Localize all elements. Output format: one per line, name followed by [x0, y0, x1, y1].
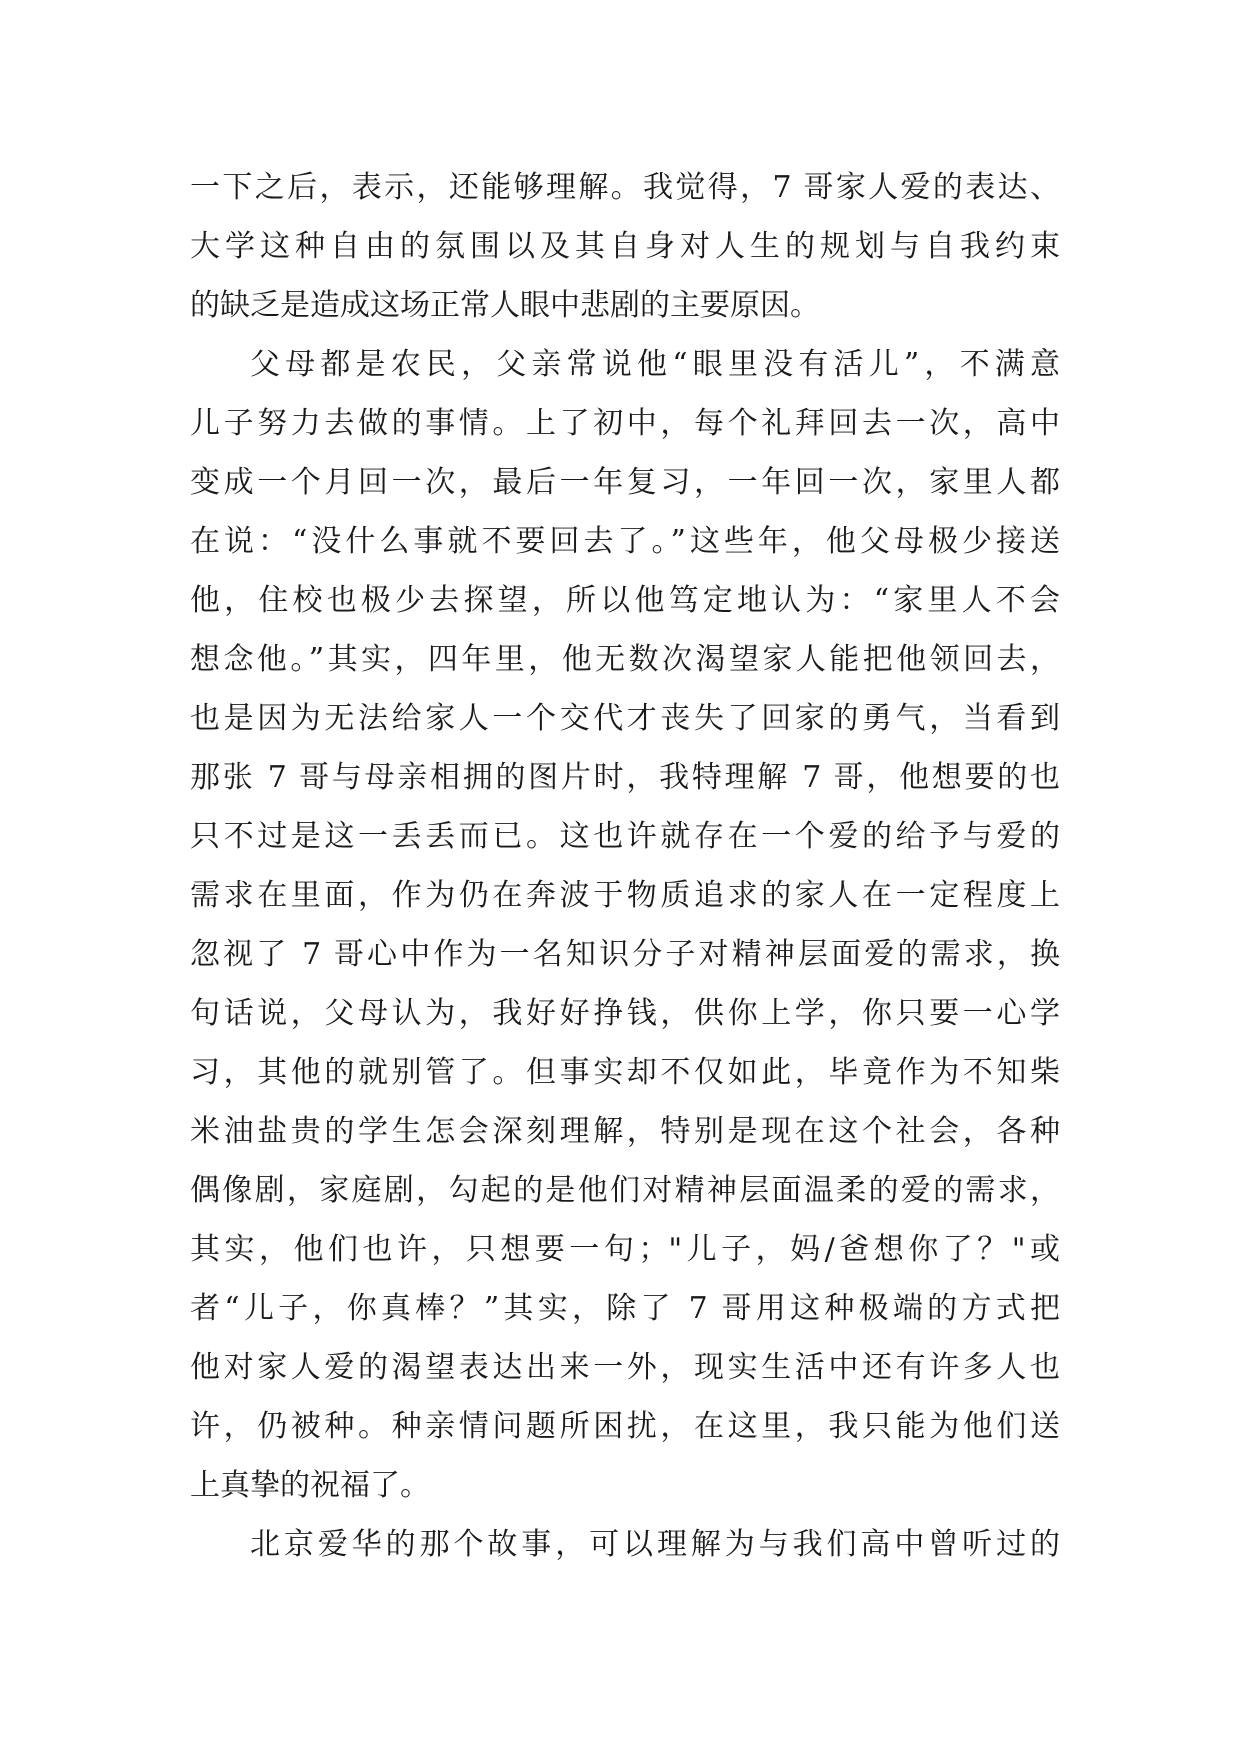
- text-line: 偶像剧，家庭剧，勾起的是他们对精神层面温柔的爱的需求，: [190, 1173, 1060, 1208]
- paragraph: [190, 158, 1060, 335]
- text-line: 那张 7 哥与母亲相拥的图片时，我特理解 7 哥，他想要的也: [190, 760, 1060, 795]
- text-line: 米油盐贵的学生怎会深刻理解，特别是现在这个社会，各种: [190, 1114, 1060, 1149]
- text-line: 他，住校也极少去探望，所以他笃定地认为：“家里人不会: [190, 583, 1060, 618]
- text-line: 句话说，父母认为，我好好挣钱，供你上学，你只要一心学: [190, 996, 1060, 1031]
- text-line: 儿子努力去做的事情。上了初中，每个礼拜回去一次，高中: [190, 406, 1060, 441]
- paragraph: [190, 1515, 1060, 1574]
- body-text: [190, 158, 1060, 1574]
- text-line: 只不过是这一丢丢而已。这也许就存在一个爱的给予与爱的: [190, 819, 1060, 854]
- text-line: 大学这种自由的氛围以及其自身对人生的规划与自我约束: [190, 229, 1060, 264]
- text-line: 需求在里面，作为仍在奔波于物质追求的家人在一定程度上: [190, 878, 1060, 913]
- text-line: 在说：“没什么事就不要回去了。”这些年，他父母极少接送: [190, 524, 1060, 559]
- text-line: 父母都是农民，父亲常说他“眼里没有活儿”，不满意: [250, 347, 1060, 382]
- text-line: 变成一个月回一次，最后一年复习，一年回一次，家里人都: [190, 465, 1060, 500]
- paragraph: [190, 335, 1060, 1515]
- text-line: 上真挚的祝福了。: [190, 1468, 430, 1503]
- text-line: 想念他。”其实，四年里，他无数次渴望家人能把他领回去，: [190, 642, 1060, 677]
- text-line: 者“儿子，你真棒？”其实，除了 7 哥用这种极端的方式把: [190, 1291, 1060, 1326]
- text-line: 忽视了 7 哥心中作为一名知识分子对精神层面爱的需求，换: [190, 937, 1060, 972]
- text-line: 北京爱华的那个故事，可以理解为与我们高中曾听过的: [250, 1527, 1060, 1562]
- text-line: 也是因为无法给家人一个交代才丧失了回家的勇气，当看到: [190, 701, 1060, 736]
- text-line: 其实，他们也许，只想要一句；"儿子，妈/爸想你了？"或: [190, 1232, 1060, 1267]
- text-line: 他对家人爱的渴望表达出来一外，现实生活中还有许多人也: [190, 1350, 1060, 1385]
- text-line: 一下之后，表示，还能够理解。我觉得，7 哥家人爱的表达、: [190, 170, 1060, 205]
- text-line: 的缺乏是造成这场正常人眼中悲剧的主要原因。: [190, 288, 820, 323]
- text-line: 习，其他的就别管了。但事实却不仅如此，毕竟作为不知柴: [190, 1055, 1060, 1090]
- text-line: 许，仍被种。种亲情问题所困扰，在这里，我只能为他们送: [190, 1409, 1060, 1444]
